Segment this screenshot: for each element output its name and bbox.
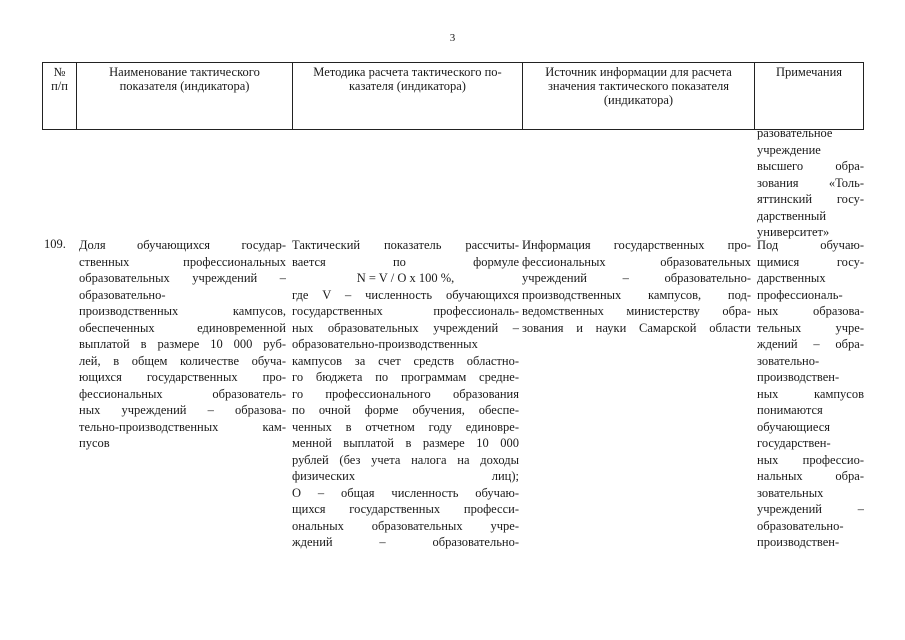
text-line: учреждение (757, 142, 821, 157)
text-line: го профессионального образования (292, 386, 519, 401)
text-line: зовательно- (757, 353, 820, 368)
text-line: понимаются (757, 403, 823, 417)
text-line: выплатой в размере 10 000 руб- (79, 337, 286, 351)
text-line: нальных обра- (757, 469, 864, 483)
header-method: Методика расчета тактического по- казателя (индикатора) (292, 63, 522, 129)
row-number: 109. (44, 237, 66, 251)
text-line: государствен- (757, 436, 831, 450)
text-line: вается по формуле (292, 254, 519, 269)
page-number: 3 (449, 32, 456, 44)
text-line: Под обучаю- (757, 238, 864, 252)
text-line: ных профессио- (757, 452, 864, 467)
text-line: ственных профессиональных (79, 254, 286, 269)
text-line: производствен- (757, 535, 840, 549)
text-line: ных образова- (757, 304, 864, 318)
table-header (42, 62, 864, 130)
text-line: где V – численность обучающихся (292, 287, 519, 302)
text-line: зовательных (757, 485, 824, 500)
text-line: разовательное (757, 126, 833, 140)
text-line: щимися госу- (757, 254, 864, 269)
text-line: образовательно- (79, 287, 166, 302)
text-line: ждений – обра- (757, 337, 864, 351)
header-name: Наименование тактического показателя (индикатора) (76, 63, 292, 129)
text-line: Тактический показатель рассчиты- (292, 238, 519, 252)
text-line: образовательно-производственных (292, 337, 478, 351)
text-line: лей, в общем количестве обуча- (79, 353, 286, 368)
text-line: ждений – образовательно- (292, 535, 519, 549)
text-line: ющихся государственных про- (79, 370, 286, 384)
prev-row-notes (757, 125, 864, 241)
text-line: кампусов за счет средств областно- (292, 353, 519, 368)
text-line: рублей (без учета налога на доходы (292, 452, 519, 467)
text-line: учреждений – (757, 502, 864, 516)
text-line: ведомственных министерству обра- (522, 304, 751, 318)
text-line: фессиональных образовательных (522, 254, 751, 269)
text-line: по очной форме обучения, обеспе- (292, 403, 519, 417)
text-line: физических лиц); (292, 469, 519, 483)
text-line: Информация государственных про- (522, 238, 751, 252)
header-source: Источник информации для расчета значения тактического показателя (индикатора) (522, 63, 754, 129)
text-line: учреждений – образовательно- (522, 271, 751, 285)
text-line: ных учреждений – образова- (79, 403, 286, 417)
text-line: профессиональ- (757, 287, 843, 302)
text-line: пусов (79, 436, 110, 450)
text-line: университет» (757, 225, 830, 239)
information-source (522, 237, 751, 336)
text-line: тельно-производственных кам- (79, 419, 286, 434)
text-line: производствен- (757, 370, 840, 384)
text-line: производственных кампусов, под- (522, 287, 751, 302)
text-line: дарственных (757, 271, 826, 285)
text-line: обучающиеся (757, 419, 831, 434)
text-line: зования «Толь- (757, 175, 864, 190)
row-notes (757, 237, 864, 551)
text-line: образовательно- (757, 518, 844, 533)
text-line: Доля обучающихся государ- (79, 238, 286, 252)
text-line: го бюджета по программам средне- (292, 370, 519, 384)
header-notes: Примечания (754, 63, 864, 129)
indicator-name (79, 237, 286, 452)
text-line: обеспеченных единовременной (79, 320, 286, 335)
text-line: ональных образовательных учре- (292, 518, 519, 533)
text-line: государственных профессиональ- (292, 304, 519, 318)
text-line: зования и науки Самарской области (522, 320, 751, 335)
text-line: производственных кампусов, (79, 304, 286, 318)
text-line: ных кампусов (757, 386, 864, 401)
calculation-method (292, 237, 519, 551)
text-line: менной выплатой в размере 10 000 (292, 436, 519, 450)
text-line: О – общая численность обучаю- (292, 485, 519, 500)
text-line: яттинский госу- (757, 192, 864, 206)
text-line: фессиональных образователь- (79, 386, 286, 401)
text-line: ченных в отчетном году единовре- (292, 419, 519, 434)
text-line: ных образовательных учреждений – (292, 320, 519, 335)
text-line: щихся государственных професси- (292, 502, 519, 516)
text-line: тельных учре- (757, 320, 864, 335)
text-line: дарственный (757, 208, 827, 223)
text-line: N = V / O x 100 %, (356, 271, 455, 285)
text-line: образовательных учреждений – (79, 271, 286, 285)
text-line: высшего обра- (757, 159, 864, 173)
header-num: № п/п (42, 63, 76, 129)
